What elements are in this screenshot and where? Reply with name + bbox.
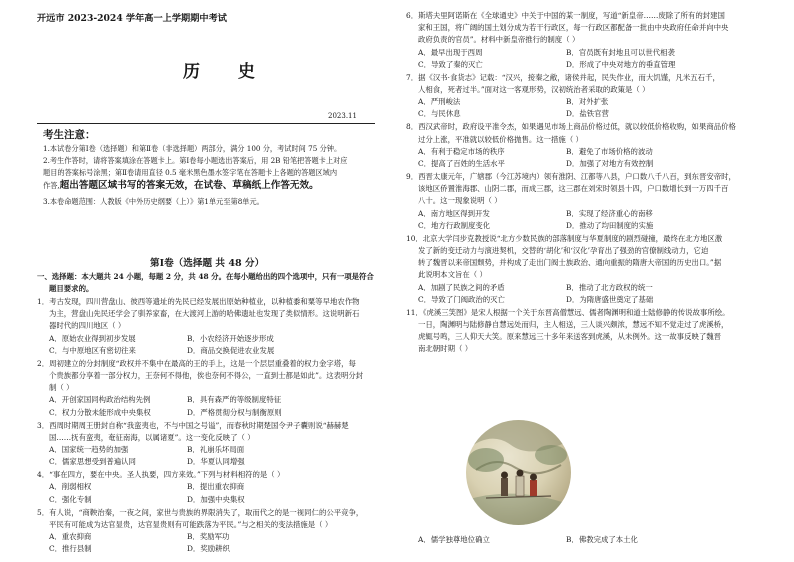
question-R3-line-1: 8．西汉武帝时，政府设平准令杰，如果遇见市场上商品价格过低，就以较低价格收购，如果商品价格 bbox=[406, 122, 736, 132]
question-L2-option-B[interactable]: B．具有森严的等级制度特征 bbox=[187, 395, 282, 405]
right-column bbox=[400, 0, 794, 562]
question-R6-line-2: 一日，陶渊明与陆修静自慧远处而归，主人相送，三人谈兴颇浓，慧远不知不觉走过了虎溪桥， bbox=[418, 320, 729, 329]
question-R5-line-2: 发了新的变迁动力与演进契机，交替的‘胡化’和‘汉化’孕育出了强劲的官僚制线动力，它迫 bbox=[418, 246, 709, 255]
question-R4-line-2: 该地区侨置淮海郡、山阴二郡，而成三郡，这三郡在刘宋时领县十四，户口数增长到一万四千百 bbox=[418, 184, 729, 194]
question-L3-option-C[interactable]: C．儒家思想受到普遍认同 bbox=[49, 457, 136, 467]
question-R5-option-C[interactable]: C．导致了门阀政治的灭亡 bbox=[418, 294, 505, 304]
question-R1-line-3: 政府负责的官员”。材料中新皇帝推行的制度（ ） bbox=[418, 35, 580, 45]
section-instruction-2: 题目要求的。 bbox=[49, 284, 94, 293]
question-L2-line-2: 个贵族都分享着一部分权力，王奈何不得他，俟也奈何不得公，一直到士都是如此”。这表明分封 bbox=[49, 371, 364, 380]
question-R2-option-D[interactable]: D．盐铁官营 bbox=[566, 109, 609, 119]
question-L4-option-B[interactable]: B．提出重农抑商 bbox=[187, 482, 245, 492]
section-title: 第Ⅰ卷（选择题 共 48 分） bbox=[150, 258, 265, 269]
question-R4-option-B[interactable]: B．实现了经济重心的南移 bbox=[566, 208, 653, 218]
question-L5-option-D[interactable]: D．奖励耕织 bbox=[187, 544, 230, 554]
left-column bbox=[0, 0, 392, 562]
question-L4-option-A[interactable]: A．削弱相权 bbox=[49, 482, 92, 492]
question-L1-option-A[interactable]: A．原始农业得到初步发展 bbox=[49, 333, 136, 343]
question-R2-option-A[interactable]: A．严刑峻法 bbox=[418, 97, 461, 107]
notice-line-1: 1.本试卷分第Ⅰ卷（选择题）和第Ⅱ卷（非选择题）两部分，满分 100 分，考试时间 75 分钟。 bbox=[43, 144, 342, 153]
question-R3-option-C[interactable]: C．提高了百姓的生活水平 bbox=[418, 159, 505, 168]
question-L1-line-2: 为主，营盘山先民还学会了驯养家畜，在大渡河上游的哈佛遗址也发现了类似情形。这说明新石 bbox=[49, 309, 360, 319]
question-R6-line-3: 虎辄号鸣，三人仰天大笑。原来慧远三十多年来送客到虎溪，从未例外。这一故事反映了魏晋 bbox=[418, 332, 722, 342]
question-L4-line-1: 4．“事在四方，要在中央。圣人执要，四方来效。”下列与材料相符的是（ ） bbox=[37, 470, 285, 480]
question-L5-option-A[interactable]: A．重农抑商 bbox=[49, 532, 92, 541]
exam-date: 2023.11 bbox=[328, 112, 357, 120]
question-R3-option-D[interactable]: D．加强了对地方有效控制 bbox=[566, 159, 654, 168]
question-L1-line-3: 器时代的四川地区（ ） bbox=[49, 321, 126, 331]
question-L1-option-B[interactable]: B．小农经济开始逐步形成 bbox=[187, 333, 274, 343]
question-L5-option-B[interactable]: B．奖励军功 bbox=[187, 532, 230, 541]
question-L5-line-1: 5．有人说，“商鞅治秦，一夜之间，家世与贵族的界限消失了，取而代之的是一视同仁的公平竞争， bbox=[37, 507, 364, 517]
question-R5-option-D[interactable]: D．为隋唐盛世奠定了基础 bbox=[566, 294, 654, 304]
question-R1-line-1: 6．斯塔夫里阿诺斯在《全球通史》中关于中国的某一制度，写道“新皇帝……废除了所有的封建国 bbox=[406, 11, 725, 20]
notice-line-5: 3.本卷命题范围：人教版《中外历史纲要（上）》第1单元至第8单元。 bbox=[43, 197, 264, 206]
question-L1-option-D[interactable]: D．商品交换促进农业发展 bbox=[187, 345, 275, 355]
question-L5-option-C[interactable]: C．推行县制 bbox=[49, 544, 92, 554]
section-instruction-1: 一、选择题：本大题共 24 小题，每题 2 分，共 48 分。在每小题给出的四个选项中，只有一项是符合 bbox=[37, 272, 374, 281]
question-R6-option-B[interactable]: B．佛教完成了本土化 bbox=[566, 535, 638, 544]
question-L4-option-D[interactable]: D．加强中央集权 bbox=[187, 494, 245, 504]
question-R5-line-1: 10．北京大学闫步克教授说“北方少数民族的部落制度与华夏制度的剧烈碰撞，最终在北方地区激 bbox=[406, 233, 723, 243]
question-R4-option-C[interactable]: C．地方行政制度变化 bbox=[418, 220, 491, 230]
question-R1-option-B[interactable]: B．官员既有封地且可以世代相袭 bbox=[566, 47, 675, 57]
question-L2-line-3: 制（ ） bbox=[49, 383, 74, 393]
question-R3-line-2: 过分上涨，平准就以较低价格抛售。这一措施（ ） bbox=[418, 134, 583, 144]
question-R6-line-4: 南北朝时期（ ） bbox=[418, 344, 473, 354]
question-L2-option-D[interactable]: D．严格贯彻分权与制衡原则 bbox=[187, 407, 282, 417]
notice-line-2: 2.考生作答时，请将答案填涂在答题卡上。第Ⅰ卷每小题选出答案后，用 2B 铅笔把答题卡上对应 bbox=[43, 156, 348, 165]
question-R6-option-A[interactable]: A．儒学独尊地位确立 bbox=[418, 535, 490, 544]
question-R4-option-D[interactable]: D．推动了均田制度的实施 bbox=[566, 220, 654, 230]
question-L5-line-2: 平民有可能成为达官显贵，达官显贵则有可能跌落为平民。”与之相关的变法措施是（ ） bbox=[49, 519, 333, 529]
question-R4-option-A[interactable]: A．南方地区得到开发 bbox=[418, 208, 490, 218]
notice-warning: 超出答题区域书写的答案无效，在试卷、草稿纸上作答无效。 bbox=[59, 180, 319, 191]
question-R3-option-B[interactable]: B．避免了市场价格的波动 bbox=[566, 146, 653, 156]
question-R1-line-2: 家和王国，将广阔的国土划分成为若干行政区，每一行政区都配备一批由中央政府任命并向中央 bbox=[418, 23, 729, 33]
question-L3-line-2: 国……抚有蛮夷，奄征南海，以属诸夏”。这一变化反映了（ ） bbox=[49, 432, 255, 442]
question-R5-option-B[interactable]: B．推动了北方政权的统一 bbox=[566, 282, 653, 292]
question-L1-option-C[interactable]: C．与中原地区有密切往来 bbox=[49, 345, 136, 355]
question-R5-line-3: 转了魏晋以来帝国颓势，并构成了走出门阀士族政治、通向重振的隋唐大帝国的历史出口。”据 bbox=[418, 258, 722, 268]
painting-illustration bbox=[466, 420, 571, 525]
question-R4-line-1: 9．西晋太康元年，广辖郡（今江苏境内）领有淮阴、江都等八县，户口数八千八百，到东晋安帝时， bbox=[406, 172, 736, 181]
notice-title: 考生注意： bbox=[43, 129, 96, 141]
notice-line-3: 题目的答案标号涂黑；第Ⅱ卷请用直径 0.5 毫米黑色墨水签字笔在答题卡上各题的答题区域内 bbox=[43, 168, 338, 177]
question-L2-line-1: 2．周初建立的分封制度“政权并不集中在最高的王的手上，这是一个层层重叠着的权力金字塔，每 bbox=[37, 358, 356, 368]
question-L1-line-1: 1．考古发现，四川营盘山、彼西等遗址的先民已经发展出原始种植业，以种植黍和粟等早地农作物 bbox=[37, 297, 360, 306]
question-L3-option-A[interactable]: A．国家统一趋势的加强 bbox=[49, 445, 129, 454]
header-divider bbox=[37, 123, 375, 124]
question-L2-option-C[interactable]: C．权力分散未能形成中央集权 bbox=[49, 407, 151, 417]
question-R2-option-C[interactable]: C．与民休息 bbox=[418, 109, 461, 119]
notice-line-4-pre: 作答, bbox=[43, 181, 60, 190]
question-L3-option-D[interactable]: D．华夏认同增强 bbox=[187, 457, 245, 467]
question-R4-line-3: 八十。这一现象说明（ ） bbox=[418, 196, 502, 206]
question-R5-line-4: 此说明本文旨在（ ） bbox=[418, 270, 487, 280]
tiger-creek-painting bbox=[466, 420, 571, 525]
question-R2-line-1: 7．据《汉书·食货志》记载：“汉兴，接秦之敝，诸侯并起，民失作业，而大饥馑，凡米五石千， bbox=[406, 72, 720, 82]
question-R2-option-B[interactable]: B．对外扩张 bbox=[566, 97, 609, 107]
notice-line-4 bbox=[43, 179, 383, 193]
question-L3-option-B[interactable]: B．礼崩乐坏局面 bbox=[187, 445, 245, 454]
subject-title: 历 史 bbox=[183, 62, 271, 82]
exam-title: 开远市 2023-2024 学年高一上学期期中考试 bbox=[37, 13, 227, 24]
question-R1-option-A[interactable]: A．最早出现于西周 bbox=[418, 47, 483, 57]
question-R2-line-2: 人相食，死者过半。”面对这一客观形势，汉初统治者采取的政策是（ ） bbox=[418, 85, 650, 94]
question-R3-option-A[interactable]: A．有利于稳定市场的秩序 bbox=[418, 146, 505, 156]
question-L2-option-A[interactable]: A．开创家国同构政治结构先例 bbox=[49, 395, 151, 405]
question-R1-option-C[interactable]: C．导致了秦的灭亡 bbox=[418, 59, 483, 69]
question-R1-option-D[interactable]: D．形成了中央对地方的垂直管理 bbox=[566, 59, 676, 69]
question-R5-option-A[interactable]: A．加剧了民族之间的矛盾 bbox=[418, 282, 505, 292]
question-L4-option-C[interactable]: C．强化专制 bbox=[49, 494, 92, 504]
question-L3-line-1: 3．西周时期周王册封自称“我蛮夷也，不与中国之号谥”，而春秋时期楚国令尹子囊则说“赫赫楚 bbox=[37, 420, 349, 430]
question-R6-line-1: 11．《虎溪三笑图》是宋人根据一个关于东晋高僧慧远、儒者陶渊明和道士陆修静的传说故事所绘。 bbox=[406, 307, 730, 317]
